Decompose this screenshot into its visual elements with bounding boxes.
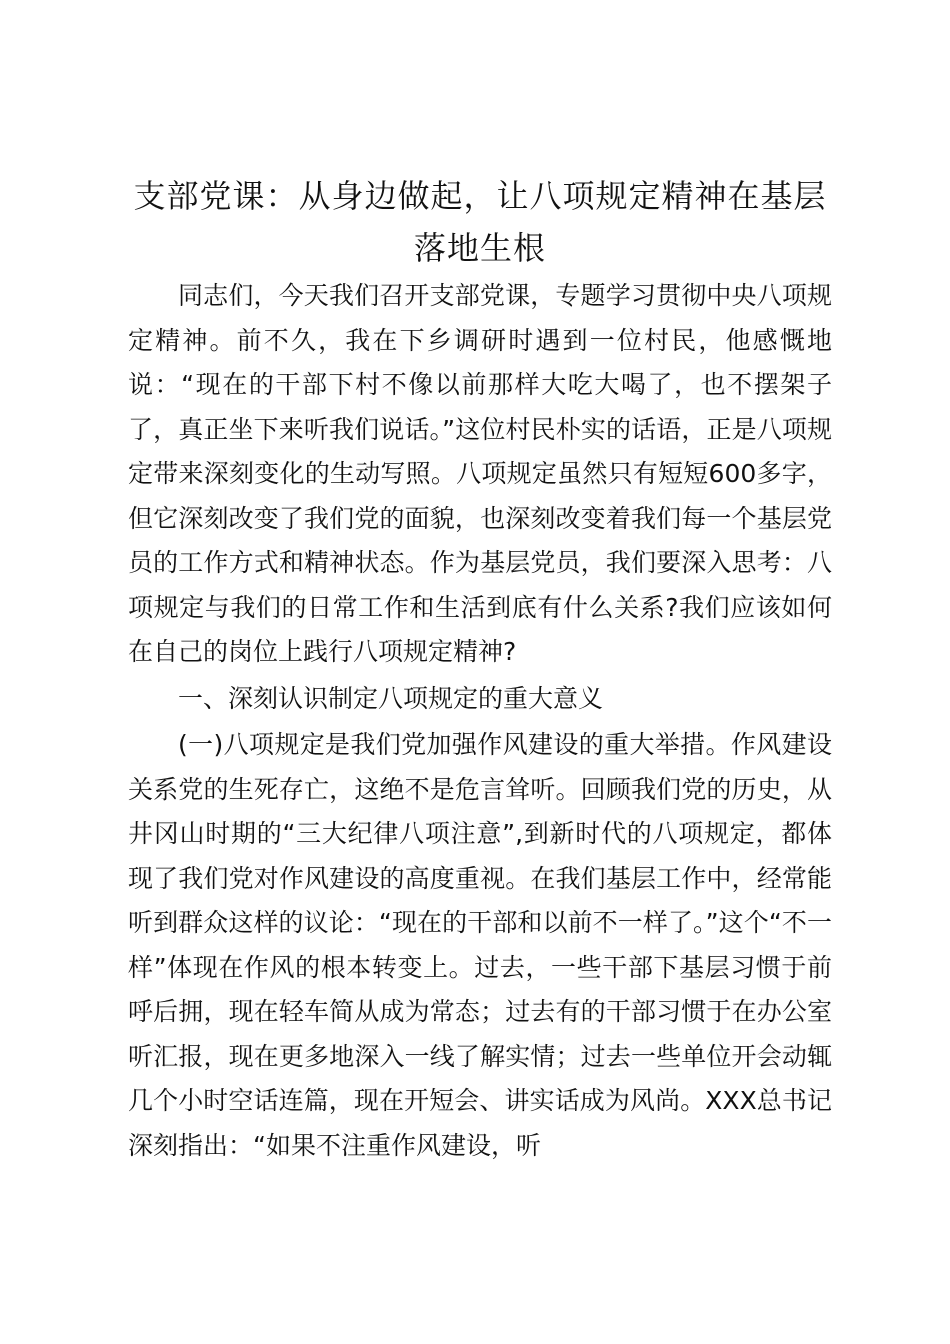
document-page (128, 170, 832, 1168)
body-paragraph: (一)八项规定是我们党加强作风建设的重大举措。作风建设关系党的生死存亡，这绝不是危言耸听。回顾我们党的历史，从井冈山时期的“三大纪律八项注意”,到新时代的八项规定，都体现了我们党对作风建设的高度重视。在我们基层工作中，经常能听到群众这样的议论：“现在的干部和以前不一样了。”这个“不一样”体现在作风的根本转变上。过去，一些干部下基层习惯于前呼后拥，现在轻车简从成为常态；过去有的干部习惯于在办公室听汇报，现在更多地深入一线了解实情；过去一些单位开会动辄几个小时空话连篇，现在开短会、讲实话成为风尚。XXX总书记深刻指出：“如果不注重作风建设，听 (128, 730, 832, 1160)
section-heading: 一、深刻认识制定八项规定的重大意义 (178, 683, 604, 713)
document-title: 支部党课：从身边做起，让八项规定精神在基层落地生根 (133, 177, 827, 267)
intro-paragraph: 同志们，今天我们召开支部党课，专题学习贯彻中央八项规定精神。前不久，我在下乡调研时遇到一位村民，他感慨地说：“现在的干部下村不像以前那样大吃大喝了，也不摆架子了，真正坐下来听我们说话。”这位村民朴实的话语，正是八项规定带来深刻变化的生动写照。八项规定虽然只有短短600多字，但它深刻改变了我们党的面貌，也深刻改变着我们每一个基层党员的工作方式和精神状态。作为基层党员，我们要深入思考：八项规定与我们的日常工作和生活到底有什么关系?我们应该如何在自己的岗位上践行八项规定精神? (128, 281, 832, 666)
